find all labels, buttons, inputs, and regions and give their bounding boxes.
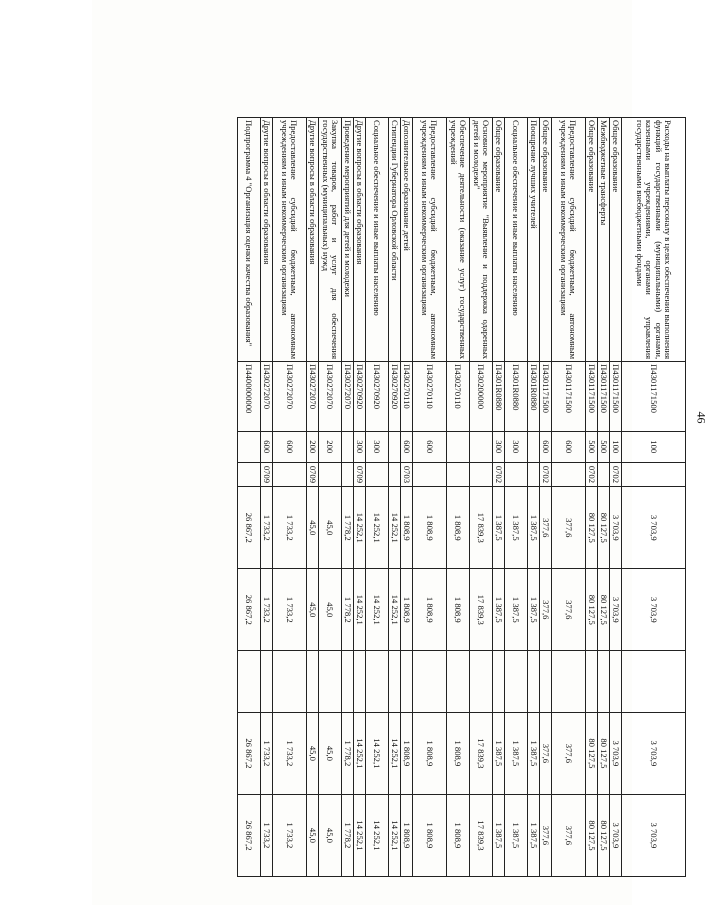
item-name-cell: Основное мероприятие "Выявление и поддержка одаренных детей и молодежи" — [469, 118, 492, 362]
item-name-cell: Межбюджетные трансферты — [597, 118, 609, 362]
target-code-cell: П4301R0880 — [527, 362, 539, 432]
target-code-cell: П430200000 — [469, 362, 492, 432]
amount-cell-3 — [492, 651, 504, 713]
expense-type-cell: 100 — [609, 431, 621, 462]
table-row — [306, 118, 318, 877]
amount-cell-2: 45,0 — [318, 569, 341, 651]
amount-cell-5: 14 252,1 — [353, 794, 365, 876]
amount-cell-1: 1 733,2 — [272, 487, 306, 569]
item-name-cell: Предоставление субсидий бюджетным, автономным учреждениям и иным некоммерческим организациям — [272, 118, 306, 362]
amount-cell-5: 3 703,9 — [609, 794, 621, 876]
item-name-cell: Социальное обеспечение и иные выплаты населению — [365, 118, 388, 362]
section-code-cell: 0702 — [539, 462, 551, 487]
amount-cell-3 — [469, 651, 492, 713]
target-code-cell: П4301171500 — [597, 362, 609, 432]
amount-cell-4: 3 703,9 — [609, 712, 621, 794]
amount-cell-2: 26 867,2 — [237, 569, 260, 651]
amount-cell-3 — [388, 651, 400, 713]
amount-cell-3 — [306, 651, 318, 713]
amount-cell-2: 1 733,2 — [272, 569, 306, 651]
amount-cell-2: 1 808,9 — [446, 569, 469, 651]
section-code-cell: 0709 — [306, 462, 318, 487]
expense-type-cell — [527, 431, 539, 462]
table-body — [237, 118, 685, 877]
amount-cell-3 — [551, 651, 585, 713]
amount-cell-4: 1 778,2 — [341, 712, 353, 794]
target-code-cell: П4400000000 — [237, 362, 260, 432]
amount-cell-5: 377,6 — [539, 794, 551, 876]
amount-cell-5: 80 127,5 — [597, 794, 609, 876]
table-row — [551, 118, 585, 877]
table-row — [585, 118, 597, 877]
section-code-cell: 0702 — [492, 462, 504, 487]
amount-cell-4: 377,6 — [551, 712, 585, 794]
amount-cell-2: 1 387,5 — [492, 569, 504, 651]
expense-type-cell: 300 — [504, 431, 527, 462]
amount-cell-5: 45,0 — [306, 794, 318, 876]
item-name-cell: Расходы на выплаты персоналу в целях обеспечения выполнения функций государственными (муниципальными) органами, казенными учреждениями, органами управления государственными внебюджетными фондами — [622, 118, 686, 362]
table-row — [504, 118, 527, 877]
amount-cell-3 — [609, 651, 621, 713]
budget-table — [237, 117, 686, 877]
expense-type-cell: 600 — [412, 431, 446, 462]
amount-cell-5: 1 733,2 — [272, 794, 306, 876]
expense-type-cell — [388, 431, 400, 462]
target-code-cell: П430272070 — [260, 362, 272, 432]
item-name-cell: Социальное обеспечение и иные выплаты населению — [504, 118, 527, 362]
expense-type-cell: 200 — [306, 431, 318, 462]
amount-cell-1: 26 867,2 — [237, 487, 260, 569]
target-code-cell: П430272070 — [306, 362, 318, 432]
expense-type-cell: 300 — [365, 431, 388, 462]
amount-cell-4: 80 127,5 — [585, 712, 597, 794]
amount-cell-2: 17 839,3 — [469, 569, 492, 651]
item-name-cell: Общее образование — [539, 118, 551, 362]
amount-cell-5: 1 808,9 — [400, 794, 412, 876]
amount-cell-5: 1 387,5 — [504, 794, 527, 876]
page-number: 46 — [694, 411, 709, 424]
table-row — [539, 118, 551, 877]
expense-type-cell: 200 — [318, 431, 341, 462]
amount-cell-4: 3 703,9 — [622, 712, 686, 794]
amount-cell-1: 1 808,9 — [446, 487, 469, 569]
amount-cell-5: 1 387,5 — [527, 794, 539, 876]
amount-cell-3 — [446, 651, 469, 713]
amount-cell-1: 17 839,3 — [469, 487, 492, 569]
amount-cell-1: 377,6 — [539, 487, 551, 569]
target-code-cell: П4301171500 — [551, 362, 585, 432]
expense-type-cell — [341, 431, 353, 462]
amount-cell-3 — [272, 651, 306, 713]
section-code-cell: 0703 — [400, 462, 412, 487]
amount-cell-5: 3 703,9 — [622, 794, 686, 876]
amount-cell-5: 377,6 — [551, 794, 585, 876]
item-name-cell: Другие вопросы в области образования — [353, 118, 365, 362]
section-code-cell: 0709 — [353, 462, 365, 487]
amount-cell-3 — [504, 651, 527, 713]
item-name-cell: Обеспечение деятельности (оказание услуг) государственных учреждений — [446, 118, 469, 362]
table-row — [341, 118, 353, 877]
amount-cell-1: 14 252,1 — [353, 487, 365, 569]
amount-cell-3 — [539, 651, 551, 713]
table-row — [609, 118, 621, 877]
amount-cell-4: 14 252,1 — [353, 712, 365, 794]
amount-cell-1: 377,6 — [551, 487, 585, 569]
item-name-cell: Общее образование — [492, 118, 504, 362]
target-code-cell: П430270110 — [446, 362, 469, 432]
amount-cell-2: 1 733,2 — [260, 569, 272, 651]
table-row — [492, 118, 504, 877]
amount-cell-5: 14 252,1 — [388, 794, 400, 876]
amount-cell-2: 1 387,5 — [504, 569, 527, 651]
document-page — [92, 0, 709, 905]
amount-cell-4: 45,0 — [318, 712, 341, 794]
target-code-cell: П430272070 — [341, 362, 353, 432]
table-row — [412, 118, 446, 877]
amount-cell-1: 1 387,5 — [504, 487, 527, 569]
amount-cell-3 — [341, 651, 353, 713]
amount-cell-4: 80 127,5 — [597, 712, 609, 794]
item-name-cell: Другие вопросы в области образования — [260, 118, 272, 362]
section-code-cell — [341, 462, 353, 487]
amount-cell-3 — [260, 651, 272, 713]
amount-cell-4: 17 839,3 — [469, 712, 492, 794]
expense-type-cell: 300 — [492, 431, 504, 462]
amount-cell-3 — [585, 651, 597, 713]
item-name-cell: Стипендии Губернатора Орловской области — [388, 118, 400, 362]
section-code-cell — [412, 462, 446, 487]
section-code-cell — [365, 462, 388, 487]
item-name-cell: Подпрограмма 4 "Организация оценки качества образования" — [237, 118, 260, 362]
amount-cell-5: 1 733,2 — [260, 794, 272, 876]
amount-cell-4: 377,6 — [539, 712, 551, 794]
target-code-cell: П4301R0880 — [492, 362, 504, 432]
amount-cell-2: 377,6 — [539, 569, 551, 651]
amount-cell-1: 1 387,5 — [492, 487, 504, 569]
expense-type-cell: 600 — [539, 431, 551, 462]
amount-cell-3 — [353, 651, 365, 713]
amount-cell-2: 1 778,2 — [341, 569, 353, 651]
table-row — [365, 118, 388, 877]
item-name-cell: Предоставление субсидий бюджетным, автономным учреждениям и иным некоммерческим организациям — [551, 118, 585, 362]
amount-cell-2: 1 387,5 — [527, 569, 539, 651]
amount-cell-3 — [597, 651, 609, 713]
expense-type-cell: 600 — [272, 431, 306, 462]
amount-cell-4: 1 808,9 — [446, 712, 469, 794]
section-code-cell — [622, 462, 686, 487]
amount-cell-1: 45,0 — [318, 487, 341, 569]
amount-cell-2: 14 252,1 — [365, 569, 388, 651]
item-name-cell: Проведение мероприятий для детей и молодежи — [341, 118, 353, 362]
amount-cell-3 — [365, 651, 388, 713]
amount-cell-5: 14 252,1 — [365, 794, 388, 876]
section-code-cell — [446, 462, 469, 487]
amount-cell-1: 1 808,9 — [412, 487, 446, 569]
amount-cell-5: 1 387,5 — [492, 794, 504, 876]
section-code-cell: 0702 — [609, 462, 621, 487]
amount-cell-4: 1 733,2 — [272, 712, 306, 794]
amount-cell-2: 377,6 — [551, 569, 585, 651]
amount-cell-2: 1 808,9 — [400, 569, 412, 651]
table-row — [446, 118, 469, 877]
section-code-cell: 0702 — [585, 462, 597, 487]
amount-cell-4: 1 733,2 — [260, 712, 272, 794]
table-row — [353, 118, 365, 877]
amount-cell-5: 1 808,9 — [412, 794, 446, 876]
expense-type-cell — [469, 431, 492, 462]
amount-cell-5: 45,0 — [318, 794, 341, 876]
amount-cell-5: 26 867,2 — [237, 794, 260, 876]
amount-cell-4: 45,0 — [306, 712, 318, 794]
table-row — [400, 118, 412, 877]
amount-cell-4: 1 387,5 — [492, 712, 504, 794]
amount-cell-2: 14 252,1 — [388, 569, 400, 651]
expense-type-cell: 500 — [585, 431, 597, 462]
amount-cell-1: 1 387,5 — [527, 487, 539, 569]
amount-cell-1: 14 252,1 — [365, 487, 388, 569]
target-code-cell: П430272070 — [272, 362, 306, 432]
amount-cell-3 — [527, 651, 539, 713]
amount-cell-4: 1 387,5 — [527, 712, 539, 794]
expense-type-cell — [446, 431, 469, 462]
table-row — [622, 118, 686, 877]
item-name-cell: Общее образование — [609, 118, 621, 362]
amount-cell-1: 3 703,9 — [609, 487, 621, 569]
amount-cell-3 — [412, 651, 446, 713]
amount-cell-4: 1 387,5 — [504, 712, 527, 794]
amount-cell-5: 1 808,9 — [446, 794, 469, 876]
amount-cell-1: 80 127,5 — [585, 487, 597, 569]
amount-cell-4: 1 808,9 — [412, 712, 446, 794]
target-code-cell: П430270920 — [388, 362, 400, 432]
amount-cell-1: 45,0 — [306, 487, 318, 569]
target-code-cell: П4301R0880 — [504, 362, 527, 432]
target-code-cell: П4301171500 — [622, 362, 686, 432]
amount-cell-1: 3 703,9 — [622, 487, 686, 569]
target-code-cell: П430272070 — [318, 362, 341, 432]
item-name-cell: Поощрение лучших учителей — [527, 118, 539, 362]
target-code-cell: П4301171500 — [609, 362, 621, 432]
amount-cell-4: 14 252,1 — [365, 712, 388, 794]
amount-cell-1: 14 252,1 — [388, 487, 400, 569]
table-row — [318, 118, 341, 877]
target-code-cell: П4301171500 — [585, 362, 597, 432]
target-code-cell: П430270110 — [400, 362, 412, 432]
expense-type-cell: 600 — [551, 431, 585, 462]
section-code-cell — [388, 462, 400, 487]
amount-cell-2: 3 703,9 — [609, 569, 621, 651]
table-row — [272, 118, 306, 877]
amount-cell-5: 80 127,5 — [585, 794, 597, 876]
amount-cell-2: 45,0 — [306, 569, 318, 651]
table-row — [237, 118, 260, 877]
expense-type-cell: 600 — [400, 431, 412, 462]
expense-type-cell: 500 — [597, 431, 609, 462]
amount-cell-1: 80 127,5 — [597, 487, 609, 569]
expense-type-cell — [237, 431, 260, 462]
amount-cell-2: 14 252,1 — [353, 569, 365, 651]
section-code-cell — [597, 462, 609, 487]
section-code-cell — [318, 462, 341, 487]
amount-cell-2: 80 127,5 — [585, 569, 597, 651]
amount-cell-1: 1 733,2 — [260, 487, 272, 569]
item-name-cell: Дополнительное образование детей — [400, 118, 412, 362]
amount-cell-1: 1 778,2 — [341, 487, 353, 569]
amount-cell-2: 1 808,9 — [412, 569, 446, 651]
item-name-cell: Предоставление субсидий бюджетным, автономным учреждениям и иным некоммерческим организациям — [412, 118, 446, 362]
item-name-cell: Другие вопросы в области образования — [306, 118, 318, 362]
table-row — [469, 118, 492, 877]
amount-cell-2: 80 127,5 — [597, 569, 609, 651]
amount-cell-3 — [318, 651, 341, 713]
amount-cell-4: 1 808,9 — [400, 712, 412, 794]
target-code-cell: П4301171500 — [539, 362, 551, 432]
target-code-cell: П430270920 — [353, 362, 365, 432]
amount-cell-3 — [622, 651, 686, 713]
amount-cell-3 — [400, 651, 412, 713]
table-row — [527, 118, 539, 877]
section-code-cell — [237, 462, 260, 487]
item-name-cell: Общее образование — [585, 118, 597, 362]
target-code-cell: П430270110 — [412, 362, 446, 432]
amount-cell-2: 3 703,9 — [622, 569, 686, 651]
item-name-cell: Закупка товаров, работ и услуг для обеспечения государственных (муниципальных) нужд — [318, 118, 341, 362]
expense-type-cell: 600 — [260, 431, 272, 462]
expense-type-cell: 300 — [353, 431, 365, 462]
section-code-cell — [272, 462, 306, 487]
section-code-cell — [551, 462, 585, 487]
amount-cell-3 — [237, 651, 260, 713]
section-code-cell: 0709 — [260, 462, 272, 487]
table-row — [260, 118, 272, 877]
amount-cell-1: 1 808,9 — [400, 487, 412, 569]
target-code-cell: П430270920 — [365, 362, 388, 432]
section-code-cell — [469, 462, 492, 487]
amount-cell-5: 17 839,3 — [469, 794, 492, 876]
expense-type-cell: 100 — [622, 431, 686, 462]
section-code-cell — [504, 462, 527, 487]
section-code-cell — [527, 462, 539, 487]
amount-cell-4: 26 867,2 — [237, 712, 260, 794]
table-row — [597, 118, 609, 877]
table-row — [388, 118, 400, 877]
amount-cell-5: 1 778,2 — [341, 794, 353, 876]
amount-cell-4: 14 252,1 — [388, 712, 400, 794]
